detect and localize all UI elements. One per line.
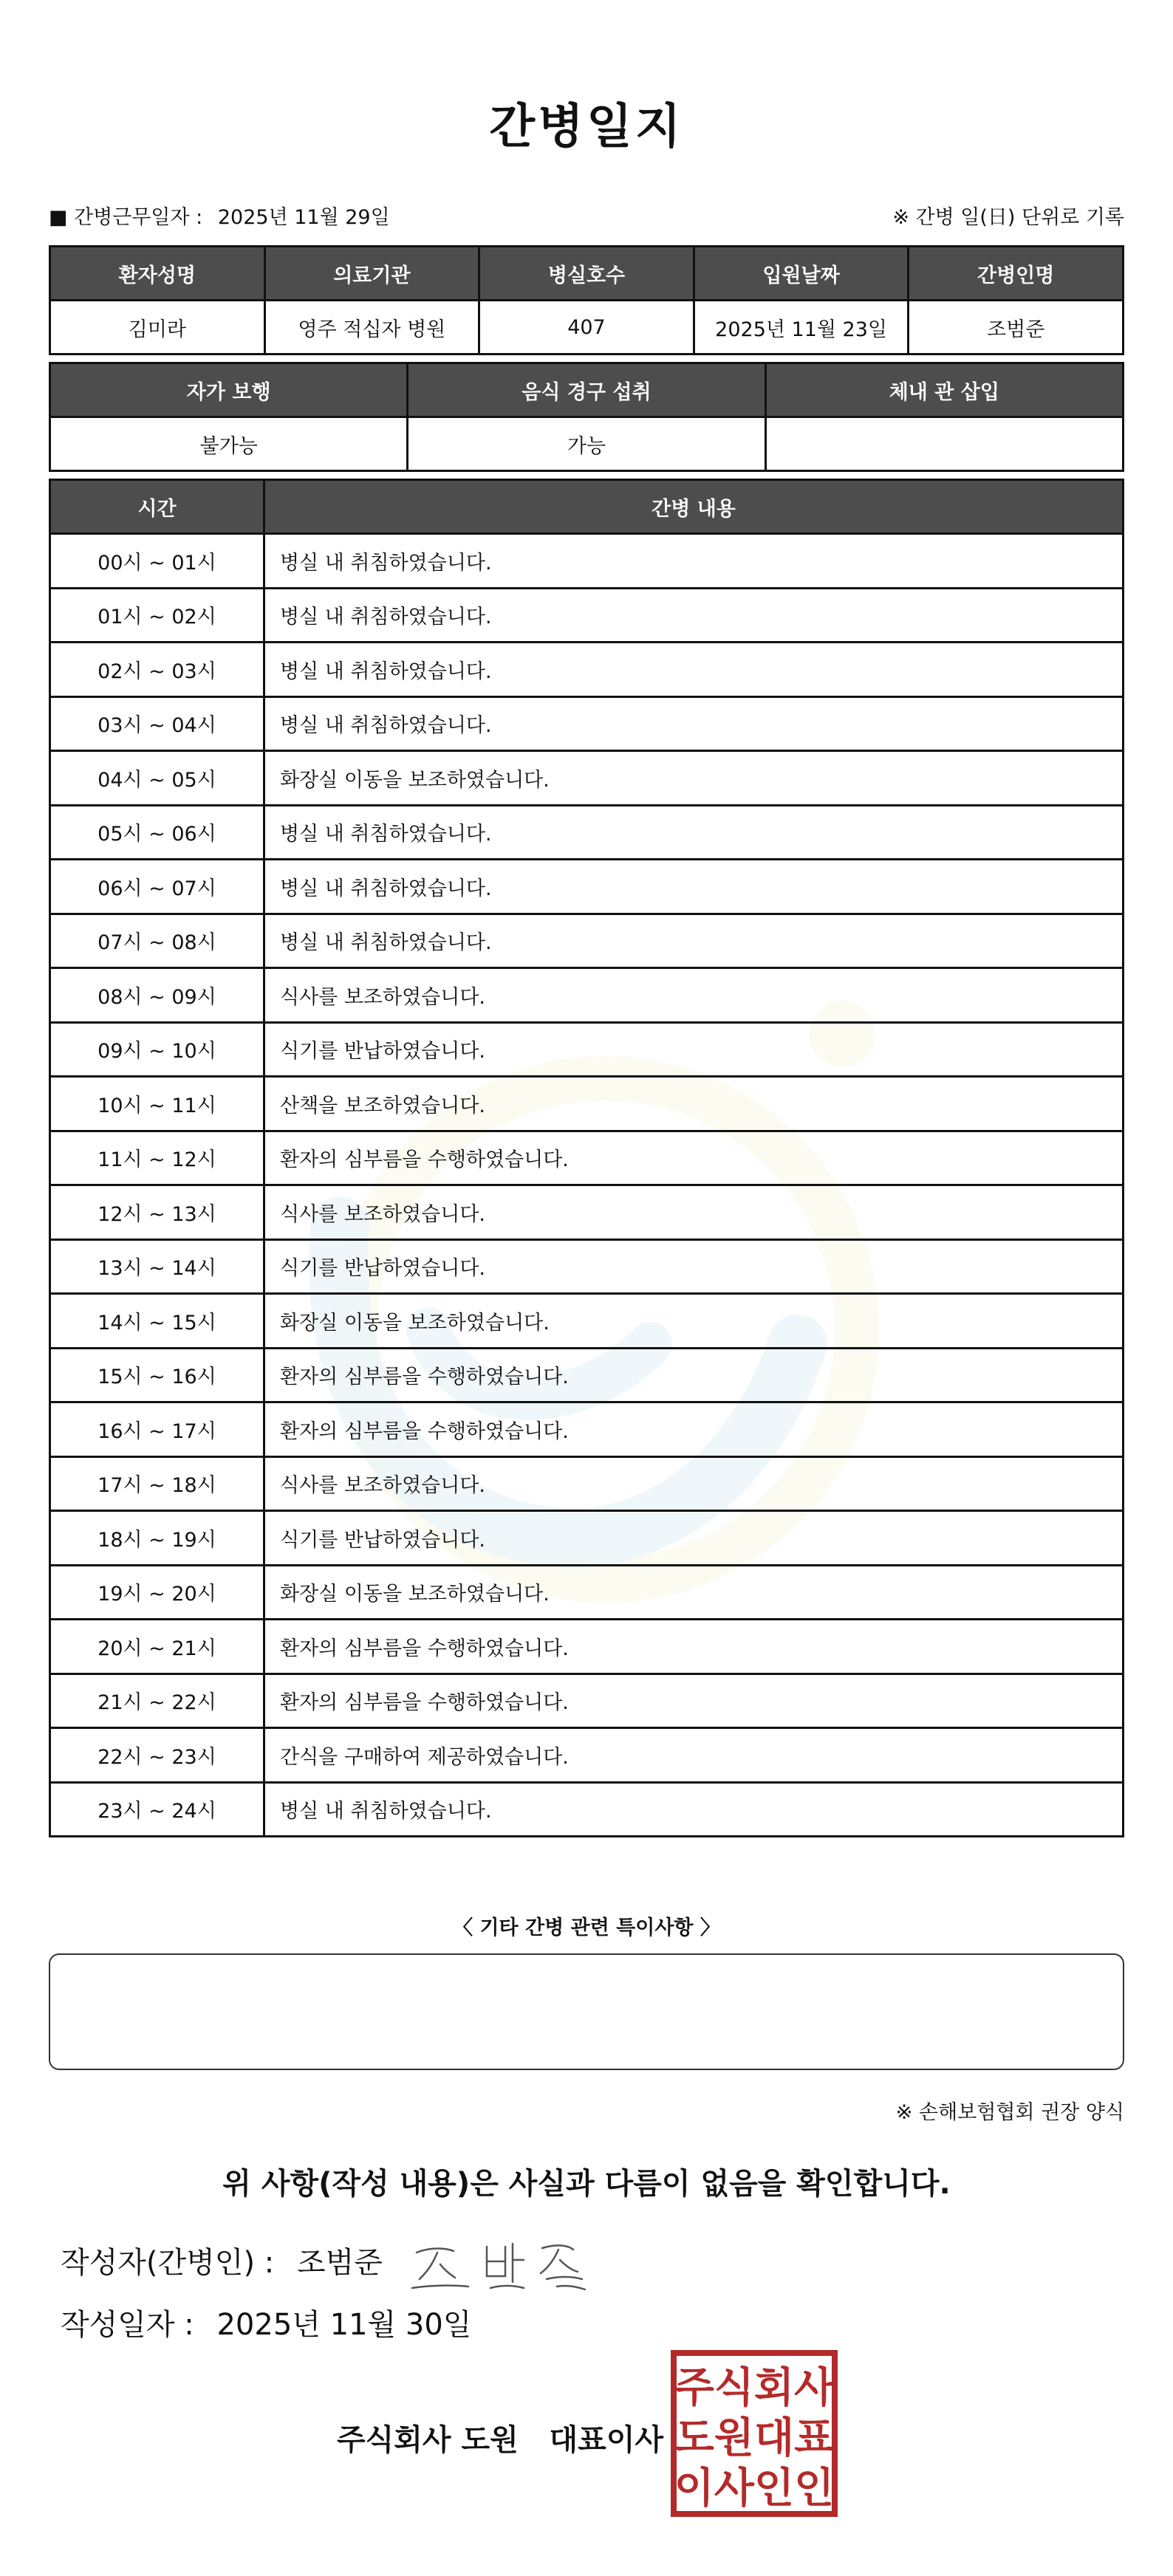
- log-row: [50, 1022, 1124, 1077]
- walking-status: 불가능: [50, 417, 408, 471]
- log-time: 10시 ~ 11시: [50, 1077, 264, 1131]
- log-row: [50, 1239, 1124, 1294]
- institution: 영주 적십자 병원: [264, 301, 479, 354]
- log-content: 환자의 심부름을 수행하였습니다.: [264, 1402, 1124, 1457]
- work-date-label: ■ 간병근무일자 :: [49, 206, 203, 229]
- patient-status-table: [49, 362, 1124, 472]
- header-caregiver-name: 간병인명: [909, 247, 1124, 301]
- log-time: 18시 ~ 19시: [50, 1511, 264, 1566]
- header-admission-date: 입원날짜: [694, 247, 909, 301]
- log-time: 07시 ~ 08시: [50, 914, 264, 968]
- svg-text:이사인인: 이사인인: [674, 2464, 835, 2512]
- log-row: [50, 1077, 1124, 1131]
- log-content: 식사를 보조하였습니다.: [264, 1185, 1124, 1240]
- log-time: 08시 ~ 09시: [50, 968, 264, 1023]
- svg-text:도원대표: 도원대표: [674, 2414, 835, 2462]
- log-time: 20시 ~ 21시: [50, 1620, 264, 1674]
- log-time: 06시 ~ 07시: [50, 860, 264, 914]
- log-time: 14시 ~ 15시: [50, 1294, 264, 1349]
- log-row: [50, 1348, 1124, 1402]
- log-header-row: [50, 480, 1124, 534]
- writer-label: 작성자(간병인) :: [61, 2246, 275, 2280]
- status-value-row: [50, 417, 1124, 471]
- log-content: 병실 내 취침하였습니다.: [264, 696, 1124, 751]
- log-content: 화장실 이동을 보조하였습니다.: [264, 1565, 1124, 1620]
- log-content: 환자의 심부름을 수행하였습니다.: [264, 1674, 1124, 1728]
- log-content: 병실 내 취침하였습니다.: [264, 534, 1124, 589]
- log-row: [50, 588, 1124, 643]
- log-content: 환자의 심부름을 수행하였습니다.: [264, 1131, 1124, 1185]
- patient-info-value-row: [50, 301, 1124, 354]
- writer-line: [61, 2239, 383, 2281]
- log-row: [50, 1456, 1124, 1511]
- log-time: 01시 ~ 02시: [50, 588, 264, 643]
- patient-info-table: [49, 245, 1124, 355]
- tube-insertion-status: [765, 417, 1123, 471]
- log-row: [50, 696, 1124, 751]
- log-row: [50, 1185, 1124, 1240]
- log-time: 19시 ~ 20시: [50, 1565, 264, 1620]
- log-row: [50, 534, 1124, 589]
- log-time: 17시 ~ 18시: [50, 1456, 264, 1511]
- log-content: 환자의 심부름을 수행하였습니다.: [264, 1348, 1124, 1402]
- care-log-table: [49, 479, 1124, 1837]
- log-time: 02시 ~ 03시: [50, 643, 264, 697]
- log-row: [50, 914, 1124, 968]
- remarks-title: 〈 기타 간병 관련 특이사항 〉: [453, 1916, 720, 1939]
- work-date-line: [49, 201, 390, 230]
- log-content: 간식을 구매하여 제공하였습니다.: [264, 1728, 1124, 1783]
- header-time: 시간: [50, 480, 264, 534]
- log-row: [50, 860, 1124, 914]
- log-content: 산책을 보조하였습니다.: [264, 1077, 1124, 1131]
- header-care-content: 간병 내용: [264, 480, 1124, 534]
- log-row: [50, 968, 1124, 1023]
- header-walking: 자가 보행: [50, 363, 408, 417]
- log-time: 21시 ~ 22시: [50, 1674, 264, 1728]
- header-institution: 의료기관: [264, 247, 479, 301]
- log-row: [50, 1674, 1124, 1728]
- log-row: [50, 1565, 1124, 1620]
- log-row: [50, 805, 1124, 860]
- written-date-line: [61, 2301, 471, 2343]
- log-time: 05시 ~ 06시: [50, 805, 264, 860]
- status-header-row: [50, 363, 1124, 417]
- document-title: 간병일지: [489, 100, 684, 154]
- work-date-value: 2025년 11월 29일: [217, 206, 390, 229]
- log-content: 환자의 심부름을 수행하였습니다.: [264, 1620, 1124, 1674]
- log-row: [50, 1620, 1124, 1674]
- log-time: 11시 ~ 12시: [50, 1131, 264, 1185]
- log-time: 16시 ~ 17시: [50, 1402, 264, 1457]
- patient-info-header-row: [50, 247, 1124, 301]
- log-row: [50, 1728, 1124, 1783]
- company-seal-stamp: [669, 2349, 839, 2518]
- written-date-label: 작성일자 :: [61, 2308, 194, 2342]
- handwritten-signature: [402, 2230, 601, 2297]
- log-content: 병실 내 취침하였습니다.: [264, 805, 1124, 860]
- log-row: [50, 751, 1124, 806]
- log-content: 식사를 보조하였습니다.: [264, 1456, 1124, 1511]
- log-time: 22시 ~ 23시: [50, 1728, 264, 1783]
- log-row: [50, 1294, 1124, 1349]
- log-time: 13시 ~ 14시: [50, 1239, 264, 1294]
- log-row: [50, 1402, 1124, 1457]
- recommended-form-note: ※ 손해보험협회 권장 양식: [895, 2101, 1124, 2124]
- log-time: 15시 ~ 16시: [50, 1348, 264, 1402]
- svg-text:주식회사: 주식회사: [674, 2364, 835, 2412]
- confirmation-statement: 위 사항(작성 내용)은 사실과 다름이 없음을 확인합니다.: [222, 2167, 951, 2201]
- caregiver-name: 조범준: [909, 301, 1124, 354]
- header-room: 병실호수: [479, 247, 694, 301]
- log-time: 03시 ~ 04시: [50, 696, 264, 751]
- log-content: 식사를 보조하였습니다.: [264, 968, 1124, 1023]
- log-content: 병실 내 취침하였습니다.: [264, 588, 1124, 643]
- header-oral-intake: 음식 경구 섭취: [408, 363, 765, 417]
- log-time: 09시 ~ 10시: [50, 1022, 264, 1077]
- room-number: 407: [479, 301, 694, 354]
- header-patient-name: 환자성명: [50, 247, 265, 301]
- header-tube-insertion: 체내 관 삽입: [765, 363, 1123, 417]
- log-content: 병실 내 취침하였습니다.: [264, 914, 1124, 968]
- written-date-value: 2025년 11월 30일: [216, 2308, 472, 2342]
- log-time: 00시 ~ 01시: [50, 534, 264, 589]
- writer-name: 조범준: [296, 2246, 383, 2280]
- log-content: 식기를 반납하였습니다.: [264, 1239, 1124, 1294]
- log-content: 병실 내 취침하였습니다.: [264, 1782, 1124, 1837]
- log-content: 병실 내 취침하였습니다.: [264, 860, 1124, 914]
- remarks-box: [49, 1953, 1124, 2070]
- oral-intake-status: 가능: [408, 417, 765, 471]
- log-row: [50, 1511, 1124, 1566]
- log-time: 12시 ~ 13시: [50, 1185, 264, 1240]
- log-content: 화장실 이동을 보조하였습니다.: [264, 751, 1124, 806]
- log-content: 식기를 반납하였습니다.: [264, 1022, 1124, 1077]
- log-row: [50, 1131, 1124, 1185]
- log-row: [50, 643, 1124, 697]
- company-signatory: 주식회사 도원 대표이사: [337, 2423, 664, 2457]
- daily-record-note: ※ 간병 일(日) 단위로 기록: [892, 206, 1124, 229]
- log-time: 04시 ~ 05시: [50, 751, 264, 806]
- admission-date: 2025년 11월 23일: [694, 301, 909, 354]
- log-time: 23시 ~ 24시: [50, 1782, 264, 1837]
- log-row: [50, 1782, 1124, 1837]
- log-content: 화장실 이동을 보조하였습니다.: [264, 1294, 1124, 1349]
- log-content: 병실 내 취침하였습니다.: [264, 643, 1124, 697]
- log-content: 식기를 반납하였습니다.: [264, 1511, 1124, 1566]
- patient-name: 김미라: [50, 301, 265, 354]
